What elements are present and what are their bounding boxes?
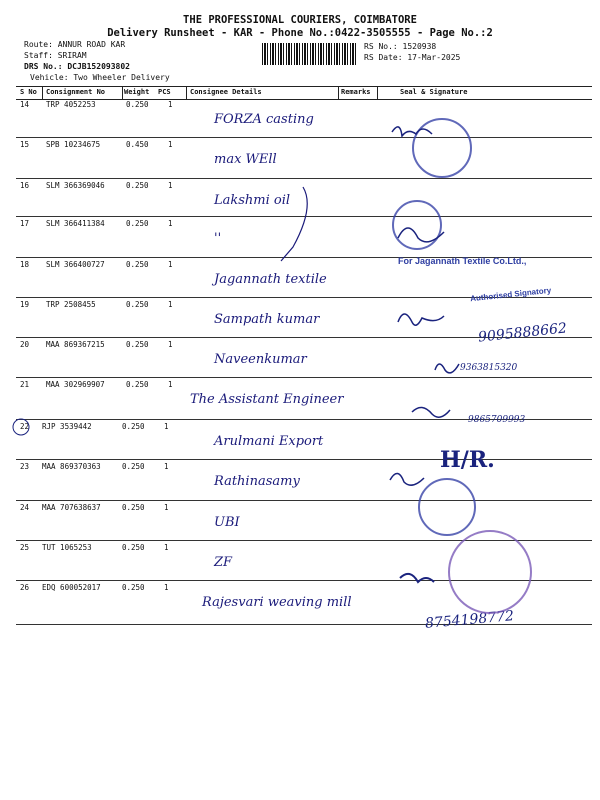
row-consignment: SLM 366411384 bbox=[46, 219, 105, 228]
signature-row20 bbox=[435, 364, 459, 373]
company-title: THE PROFESSIONAL COURIERS, COIMBATORE bbox=[183, 14, 417, 26]
row-sno: 15 bbox=[20, 140, 30, 149]
vehicle-label: Vehicle: Two Wheeler Delivery bbox=[30, 73, 170, 82]
row-sno: 14 bbox=[20, 100, 30, 109]
row-consignee: Rajesvari weaving mill bbox=[202, 595, 352, 610]
row-consignment: TUT 1065253 bbox=[42, 543, 92, 552]
row-consignment: MAA 302969907 bbox=[46, 380, 105, 389]
row-sno: 19 bbox=[20, 300, 30, 309]
signature-row19 bbox=[398, 314, 444, 325]
row-consignment: MAA 869367215 bbox=[46, 340, 105, 349]
row-weight: 0.250 bbox=[122, 422, 145, 431]
row-pcs: 1 bbox=[168, 260, 173, 269]
row-sno: 21 bbox=[20, 380, 30, 389]
col-sno: S No bbox=[20, 88, 37, 96]
row-consignment: TRP 4052253 bbox=[46, 100, 96, 109]
row-consignment: SLM 366400727 bbox=[46, 260, 105, 269]
phone-note-26: 8754198772 bbox=[424, 608, 515, 632]
row-pcs: 1 bbox=[168, 300, 173, 309]
col-pcs: PCS bbox=[158, 88, 171, 96]
row-sno: 20 bbox=[20, 340, 30, 349]
col-remarks: Remarks bbox=[341, 88, 371, 96]
phone-note-19: 9095888662 bbox=[477, 320, 568, 346]
row-sno: 25 bbox=[20, 543, 30, 552]
row-sno: 24 bbox=[20, 503, 30, 512]
row-weight: 0.250 bbox=[126, 181, 149, 190]
bracket-mark bbox=[281, 187, 307, 261]
authorised-signatory: Authorised Signatory bbox=[469, 285, 552, 304]
signature-row25 bbox=[400, 574, 434, 582]
row-pcs: 1 bbox=[164, 543, 169, 552]
col-weight: Weight bbox=[124, 88, 150, 96]
route-label: Route: ANNUR ROAD KAR bbox=[24, 40, 126, 49]
row-consignee: ZF bbox=[214, 555, 233, 570]
row-pcs: 1 bbox=[164, 583, 169, 592]
row-consignee: Naveenkumar bbox=[214, 352, 307, 367]
row-consignment: EDQ 600052017 bbox=[42, 583, 101, 592]
drs-label: DRS No.: DCJB152093802 bbox=[24, 62, 130, 71]
row-sno: 26 bbox=[20, 583, 30, 592]
row-weight: 0.250 bbox=[122, 543, 145, 552]
row-weight: 0.250 bbox=[126, 380, 149, 389]
row-sno: 17 bbox=[20, 219, 30, 228]
row-consignee: UBI bbox=[214, 515, 240, 530]
row-sno: 22 bbox=[20, 422, 30, 431]
row-pcs: 1 bbox=[168, 380, 173, 389]
jagannath-stamp: For Jagannath Textile Co.Ltd., bbox=[398, 256, 527, 266]
col-consignment: Consignment No bbox=[46, 88, 106, 96]
row-pcs: 1 bbox=[164, 462, 169, 471]
circled-row-22 bbox=[13, 419, 29, 435]
rs-date: RS Date: 17-Mar-2025 bbox=[364, 53, 461, 62]
row-weight: 0.250 bbox=[126, 340, 149, 349]
row-pcs: 1 bbox=[168, 100, 173, 109]
row-consignee: Jagannath textile bbox=[214, 272, 327, 287]
row-pcs: 1 bbox=[168, 340, 173, 349]
row-weight: 0.250 bbox=[122, 583, 145, 592]
row-consignee: The Assistant Engineer bbox=[190, 392, 344, 407]
staff-label: Staff: SRIRAM bbox=[24, 51, 87, 60]
row-pcs: 1 bbox=[168, 219, 173, 228]
row-consignee: FORZA casting bbox=[214, 112, 314, 127]
phone-note-20: 9363815320 bbox=[460, 363, 518, 373]
row-sno: 16 bbox=[20, 181, 30, 190]
row-weight: 0.250 bbox=[122, 503, 145, 512]
row-pcs: 1 bbox=[168, 140, 173, 149]
hr-note: H/R. bbox=[440, 447, 495, 473]
row-consignment: SLM 366369046 bbox=[46, 181, 105, 190]
phone-note-21: 9865709993 bbox=[468, 415, 526, 425]
signature-row21 bbox=[412, 407, 450, 417]
row-pcs: 1 bbox=[168, 181, 173, 190]
row-weight: 0.450 bbox=[126, 140, 149, 149]
row-consignment: RJP 3539442 bbox=[42, 422, 92, 431]
row-consignee: Arulmani Export bbox=[214, 434, 324, 449]
col-seal: Seal & Signature bbox=[400, 88, 468, 96]
row-consignment: MAA 707638637 bbox=[42, 503, 101, 512]
runsheet-subtitle: Delivery Runsheet - KAR - Phone No.:0422-3505555 - Page No.:2 bbox=[107, 27, 493, 39]
row-consignee: max WEll bbox=[214, 152, 277, 167]
row-sno: 23 bbox=[20, 462, 30, 471]
row-consignment: SPB 10234675 bbox=[46, 140, 101, 149]
row-sno: 18 bbox=[20, 260, 30, 269]
row-weight: 0.250 bbox=[126, 100, 149, 109]
row-consignment: TRP 2508455 bbox=[46, 300, 96, 309]
signature-row14 bbox=[392, 127, 432, 136]
row-consignee: Rathinasamy bbox=[214, 474, 300, 489]
signature-row23 bbox=[390, 473, 424, 485]
row-weight: 0.250 bbox=[126, 219, 149, 228]
row-weight: 0.250 bbox=[126, 260, 149, 269]
col-consignee: Consignee Details bbox=[190, 88, 262, 96]
row-weight: 0.250 bbox=[126, 300, 149, 309]
row-consignee: Sampath kumar bbox=[214, 312, 320, 327]
row-pcs: 1 bbox=[164, 503, 169, 512]
row-pcs: 1 bbox=[164, 422, 169, 431]
signature-row17 bbox=[398, 228, 444, 242]
row-consignee: Lakshmi oil bbox=[214, 193, 291, 208]
rs-number: RS No.: 1520938 bbox=[364, 42, 437, 51]
row-consignment: MAA 869370363 bbox=[42, 462, 101, 471]
row-consignee: '' bbox=[214, 231, 222, 246]
row-weight: 0.250 bbox=[122, 462, 145, 471]
